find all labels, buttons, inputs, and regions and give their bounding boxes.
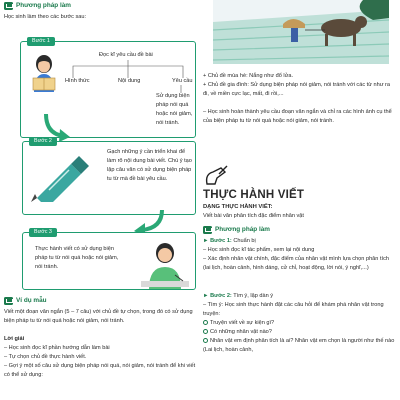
practice-title: THỰC HÀNH VIẾT [203,189,305,201]
step3-text: Thực hành viết có sử dụng biện pháp tu từ nói quá hoặc nói giảm, nói tránh. [35,246,119,270]
method-intro: Học sinh làm theo các bước sau: [4,14,87,20]
question-bullet-icon [203,320,208,325]
farming-illustration [213,0,389,64]
method-icon-right [203,226,212,234]
student-writing-illustration [135,239,193,289]
answer-line-1: – Học sinh đọc kĩ phần hướng dẫn làm bài [4,345,110,351]
branch-form: Hình thức [65,78,90,84]
step1-detail: Sử dụng biện pháp nói quá hoặc nói giảm, nói tránh. [156,93,193,126]
writing-hand-icon [203,164,229,188]
practice-type: DẠNG THỰC HÀNH VIẾT: [203,204,273,210]
question-bullet-icon [203,329,208,334]
right-column [203,0,396,400]
bullet-complete: – Học sinh hoàn thành yêu cầu đoạn văn ngắn và chỉ ra các hình ảnh cụ thể của biện pháp tu từ nói quá hoặc nói giảm, nói tránh. [203,109,392,124]
left-column [4,0,197,400]
answer-line-2: – Tự chọn chủ đề thực hành viết. [4,354,87,360]
method-heading-left: Phương pháp làm [4,1,71,11]
step1-top-label: Đọc kĩ yêu cầu đề bài [99,52,153,58]
fountain-pen-illustration [29,154,91,202]
step2-detail-1: – Tìm ý: Học sinh thực hành đặt các câu hỏi để khám phá nhân vật trong truyện: [203,302,384,317]
question-1: Truyện viết về sự kiện gì? [203,319,395,328]
question-3: Nhân vật em định phân tích là ai? Nhân vật em chọn là người như thế nào (Lai lịch, hoàn cảnh, [203,338,395,353]
bullet-family: + Chủ đề gia đình: Sử dụng biện pháp nói giảm, nói tránh với các từ như ra đi, về miền cực lạc, mất, đi rồi,... [203,82,391,97]
example-icon [4,297,13,305]
answer-label: Lời giải [4,336,25,342]
step3-tag: Bước 3 [29,228,57,237]
step3-box [22,229,196,290]
step2-text: Gạch những ý cần triển khai để làm rõ nội dung bài viết. Chú ý tạo lập câu văn có sử dụng biện pháp tu từ mà đề bài yêu cầu. [107,149,192,182]
question-bullet-icon [203,338,208,343]
student-reading-illustration [25,52,63,92]
step1-detail-1: – Học sinh đọc kĩ tác phẩm, xem lại nội dung [203,247,315,253]
step1-tag: Bước 1 [27,37,55,46]
question-2: Có những nhân vật nào? [203,328,395,337]
branch-requirement: Yêu cầu [172,78,193,84]
answer-line-3: – Gợi ý một số câu sử dụng biện pháp nói quá, nói giảm, nói tránh để khi viết có thể sử dụng: [4,363,196,378]
step2-box [22,138,196,215]
branch-content: Nội dung [118,78,141,84]
step2-line: ► Bước 2: Tìm ý, lập dàn ý [203,293,274,299]
step1-line: ► Bước 1: Chuẩn bị [203,238,256,244]
method-heading-right: Phương pháp làm [203,225,270,235]
example-text: Viết một đoạn văn ngắn (5 – 7 câu) với chủ đề tự chọn, trong đó có sử dụng biện pháp tu từ nói quá hoặc nói giảm, nói tránh. [4,309,193,324]
method-icon [4,2,13,10]
practice-desc: Viết bài văn phân tích đặc điểm nhân vật [203,213,304,219]
step1-detail-2: – Xác định nhân vật chính, đặc điểm của nhân vật mình lựa chọn phân tích (lai lịch, hoàn cảnh, hình dáng, cử chỉ, hoạt động, lời nói, ý nghĩ,...) [203,256,389,271]
bullet-summer: + Chủ đề mùa hè: Nắng như đổ lửa. [203,73,294,79]
example-heading: Ví dụ mẫu [4,296,47,306]
step2-tag: Bước 2 [29,137,57,146]
